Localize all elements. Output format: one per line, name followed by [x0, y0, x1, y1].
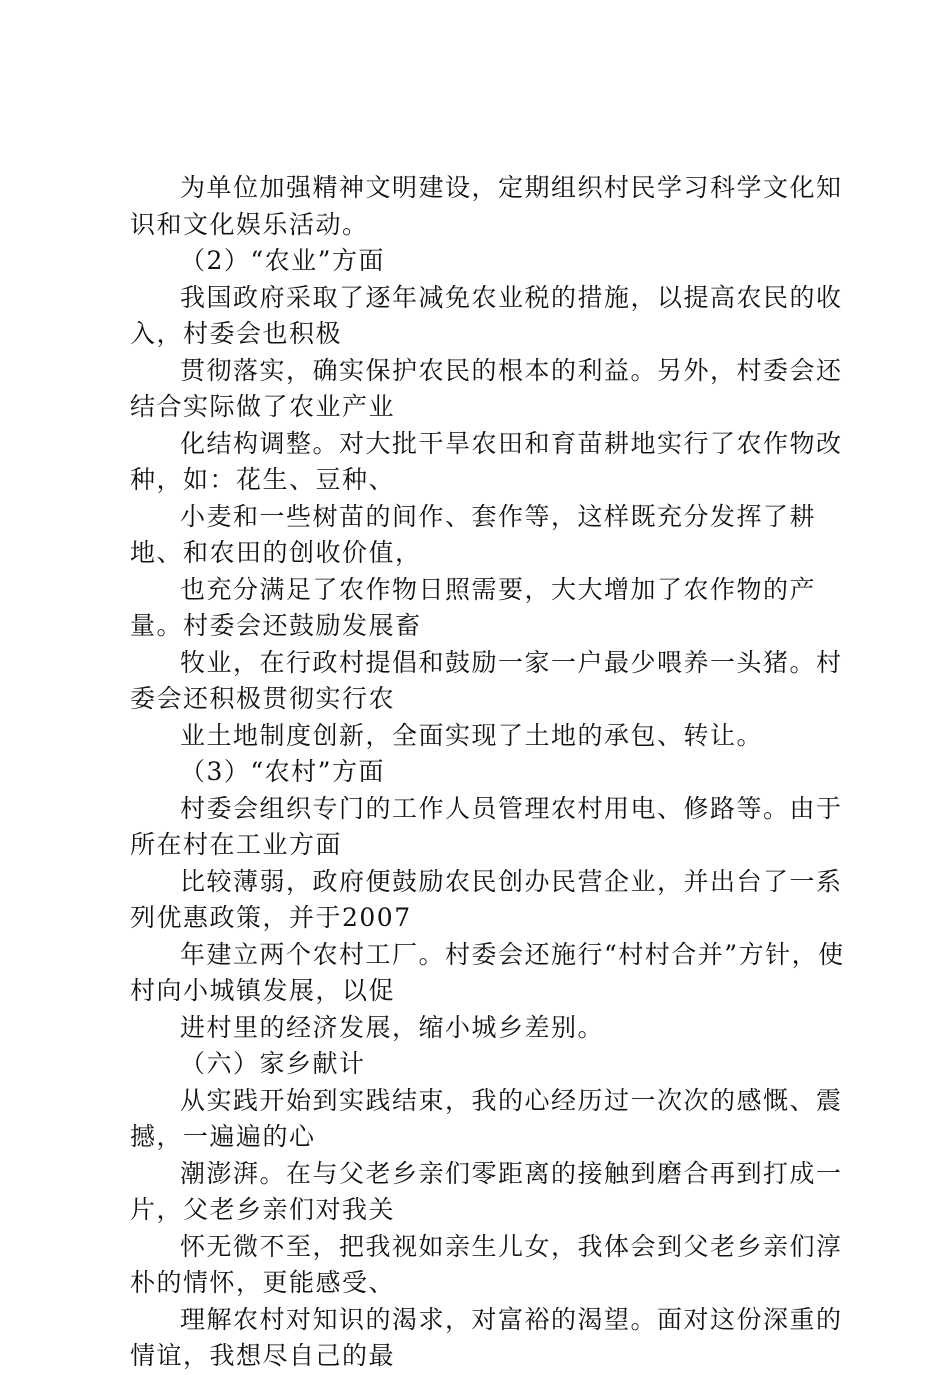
paragraph-9: 村委会组织专门的工作人员管理农村用电、修路等。由于所在村在工业方面: [130, 793, 843, 859]
paragraph-4: 化结构调整。对大批干旱农田和育苗耕地实行了农作物改种，如：花生、豆种、: [130, 428, 843, 494]
paragraph-6: 也充分满足了农作物日照需要，大大增加了农作物的产量。村委会还鼓励发展畜: [130, 574, 817, 640]
paragraph-16: 理解农村对知识的渴求，对富裕的渴望。面对这份深重的情谊，我想尽自己的最: [130, 1304, 843, 1370]
paragraph-2: 我国政府采取了逐年减免农业税的措施，以提高农民的收入，村委会也积极: [130, 282, 843, 348]
section-heading-suggestions: （六）家乡献计: [180, 1049, 366, 1078]
paragraph-14: 潮澎湃。在与父老乡亲们零距离的接触到磨合再到打成一片，父老乡亲们对我关: [130, 1158, 843, 1224]
paragraph-15: 怀无微不至，把我视如亲生儿女，我体会到父老乡亲们淳朴的情怀，更能感受、: [130, 1231, 843, 1297]
paragraph-8: 业土地制度创新，全面实现了土地的承包、转让。: [180, 720, 764, 750]
paragraph-11: 年建立两个农村工厂。村委会还施行“村村合并”方针，使村向小城镇发展，以促: [130, 939, 845, 1005]
paragraph-10: 比较薄弱，政府便鼓励农民创办民营企业，并出台了一系列优惠政策，并于2007: [130, 866, 843, 932]
document-body: [130, 170, 850, 1375]
paragraph-13: 从实践开始到实践结束，我的心经历过一次次的感慨、震撼，一遍遍的心: [130, 1085, 843, 1151]
paragraph-5: 小麦和一些树苗的间作、套作等，这样既充分发挥了耕地、和农田的创收价值，: [130, 501, 817, 567]
section-heading-agriculture: （2）“农业”方面: [180, 246, 385, 275]
paragraph-7: 牧业，在行政村提倡和鼓励一家一户最少喂养一头猪。村委会还积极贯彻实行农: [130, 647, 843, 713]
paragraph-1: 为单位加强精神文明建设，定期组织村民学习科学文化知识和文化娱乐活动。: [130, 173, 843, 239]
paragraph-3: 贯彻落实，确实保护农民的根本的利益。另外，村委会还结合实际做了农业产业: [130, 355, 843, 421]
paragraph-12: 进村里的经济发展，缩小城乡差别。: [180, 1012, 605, 1042]
section-heading-village: （3）“农村”方面: [180, 757, 385, 786]
